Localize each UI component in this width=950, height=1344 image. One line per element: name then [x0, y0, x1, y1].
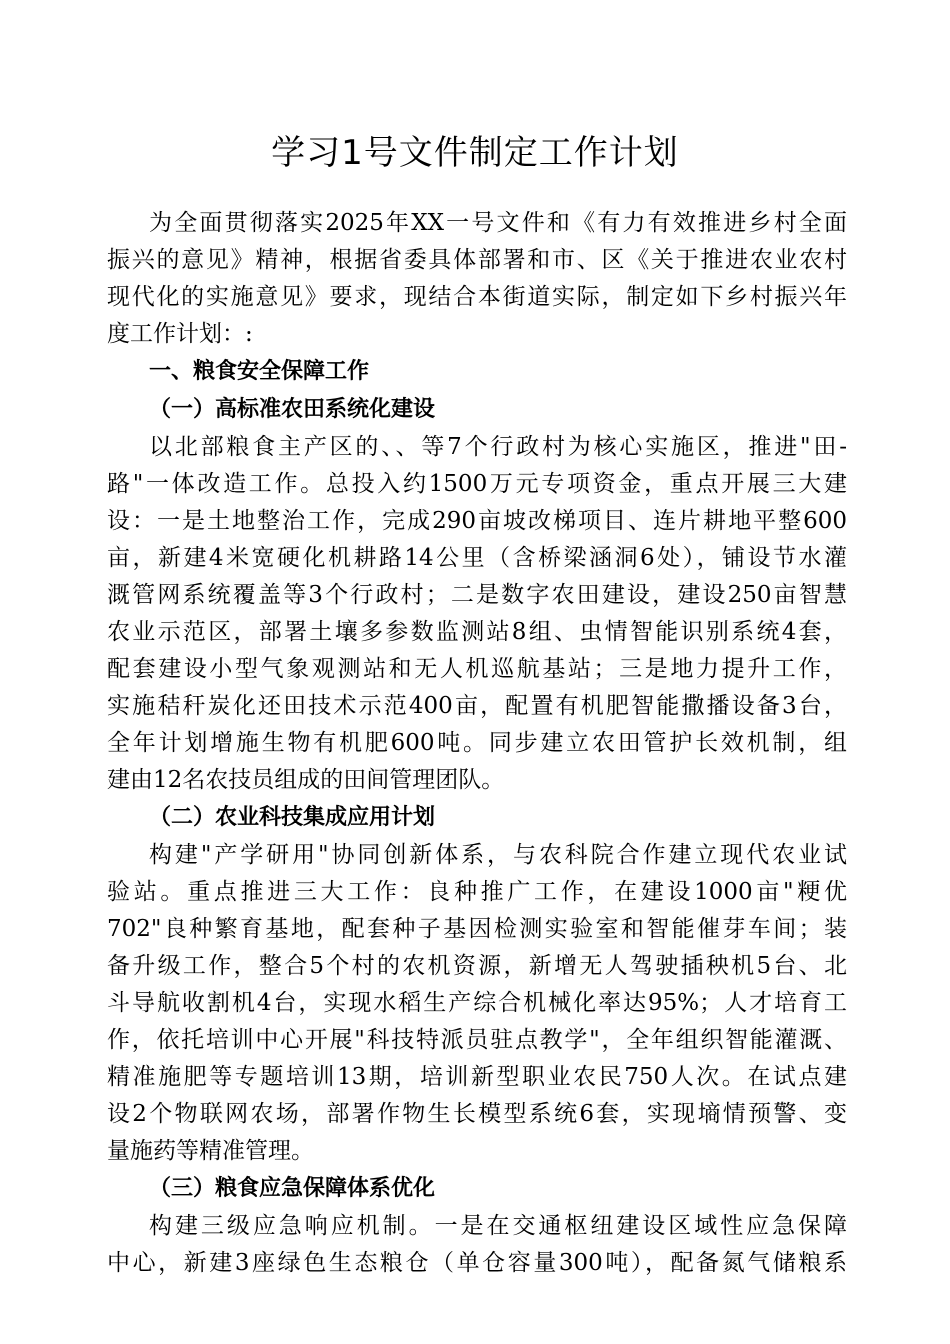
paragraph-line: 设2个物联网农场，部署作物生长模型系统6套，实现墒情预警、变 — [107, 1101, 847, 1127]
paragraph-line: 路"一体改造工作。总投入约1500万元专项资金，重点开展三大建 — [107, 471, 847, 497]
document-body — [107, 205, 847, 1282]
paragraph-line: 以北部粮食主产区的、、等7个行政村为核心实施区，推进"田- — [149, 434, 847, 460]
intro-line: 为全面贯彻落实2025年XX一号文件和《有力有效推进乡村全面 — [149, 210, 847, 236]
paragraph-line: 实施秸秆炭化还田技术示范400亩，配置有机肥智能撒播设备3台， — [107, 693, 847, 719]
paragraph-line: 配套建设小型气象观测站和无人机巡航基站；三是地力提升工作， — [107, 656, 847, 682]
paragraph-line: 设：一是土地整治工作，完成290亩坡改梯项目、连片耕地平整600 — [107, 508, 847, 534]
paragraph-line: 备升级工作，整合5个村的农机资源，新增无人驾驶插秧机5台、北 — [107, 953, 847, 979]
subsection-heading-3: （三）粮食应急保障体系优化 — [149, 1176, 436, 1201]
paragraph-line: 作，依托培训中心开展"科技特派员驻点教学"，全年组织智能灌溉、 — [107, 1027, 847, 1053]
intro-line: 振兴的意见》精神，根据省委具体部署和市、区《关于推进农业农村 — [107, 247, 847, 273]
paragraph-line: 农业示范区，部署土壤多参数监测站8组、虫情智能识别系统4套， — [107, 619, 847, 645]
paragraph-line: 中心，新建3座绿色生态粮仓（单仓容量300吨），配备氮气储粮系 — [107, 1250, 847, 1276]
section-heading-1: 一、粮食安全保障工作 — [149, 359, 370, 384]
paragraph-line: 斗导航收割机4台，实现水稻生产综合机械化率达95%；人才培育工 — [107, 990, 847, 1016]
paragraph-line: 建由12名农技员组成的田间管理团队。 — [107, 767, 505, 793]
paragraph-line: 构建"产学研用"协同创新体系，与农科院合作建立现代农业试 — [149, 842, 847, 868]
paragraph-line: 溉管网系统覆盖等3个行政村；二是数字农田建设，建设250亩智慧 — [107, 582, 847, 608]
paragraph-line: 量施药等精准管理。 — [107, 1138, 314, 1164]
subsection-heading-2: （二）农业科技集成应用计划 — [149, 805, 436, 830]
paragraph-line: 精准施肥等专题培训13期，培训新型职业农民750人次。在试点建 — [107, 1064, 847, 1090]
document-title: 学习1号文件制定工作计划 — [271, 133, 679, 173]
subsection-heading-1: （一）高标准农田系统化建设 — [149, 397, 436, 422]
paragraph-line: 亩，新建4米宽硬化机耕路14公里（含桥梁涵洞6处），铺设节水灌 — [107, 545, 847, 571]
paragraph-line: 构建三级应急响应机制。一是在交通枢纽建设区域性应急保障 — [149, 1213, 847, 1239]
paragraph-line: 验站。重点推进三大工作：良种推广工作，在建设1000亩"粳优 — [107, 879, 847, 905]
intro-line: 现代化的实施意见》要求，现结合本街道实际，制定如下乡村振兴年 — [107, 284, 847, 310]
paragraph-line: 702"良种繁育基地，配套种子基因检测实验室和智能催芽车间；装 — [107, 916, 847, 942]
paragraph-line: 全年计划增施生物有机肥600吨。同步建立农田管护长效机制，组 — [107, 730, 847, 756]
intro-line: 度工作计划：: — [107, 321, 253, 347]
